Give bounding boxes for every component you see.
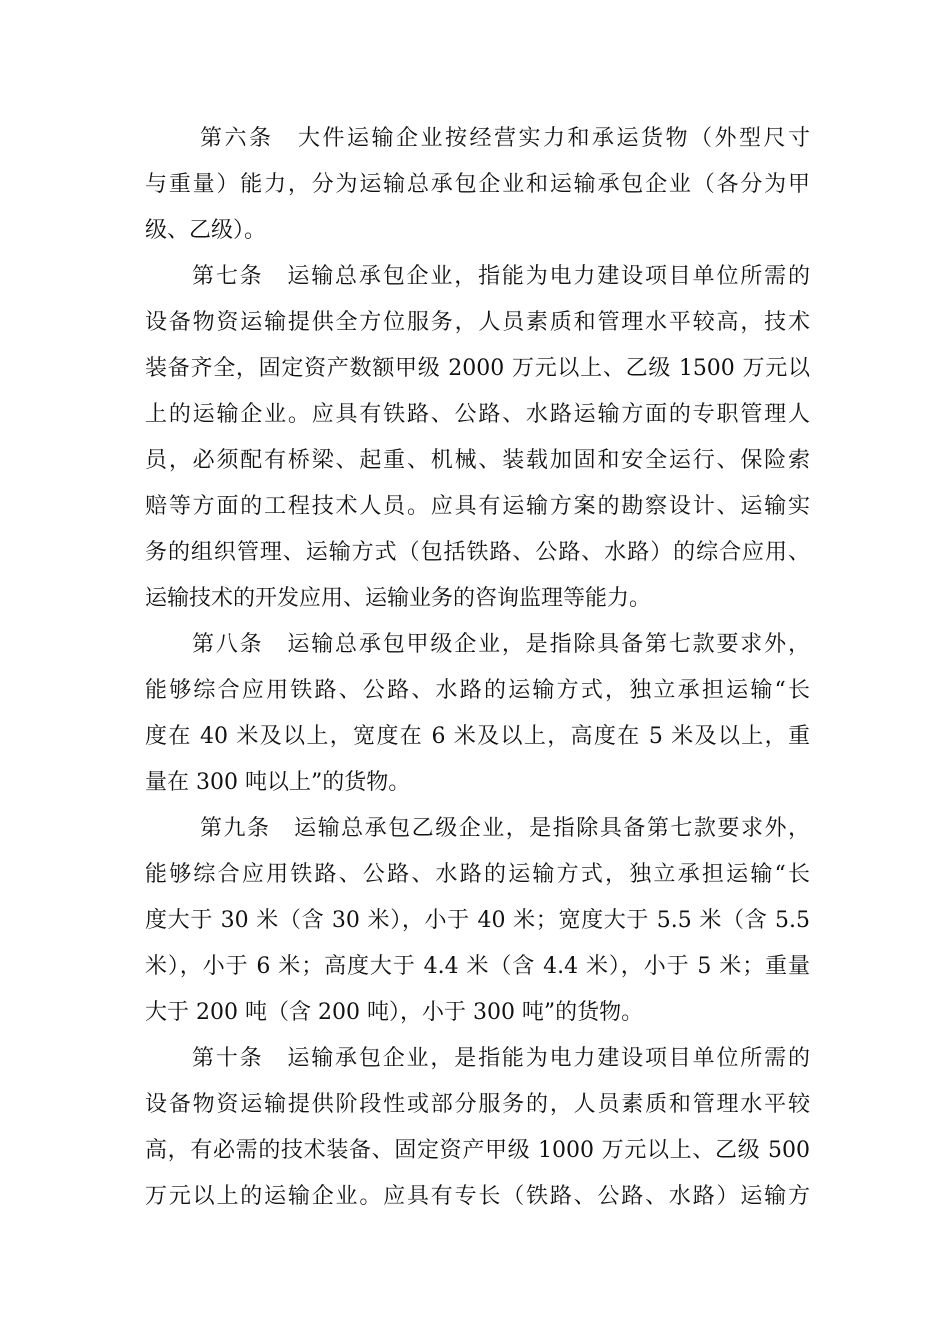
article-7-line-1: 第七条 运输总承包企业，指能为电力建设项目单位所需的 [192,264,810,289]
article-10-line-3: 高，有必需的技术装备、固定资产甲级 1000 万元以上、乙级 500 [145,1138,810,1163]
article-7-line-5: 员，必须配有桥梁、起重、机械、装载加固和安全运行、保险索 [145,448,810,473]
article-10-line-4: 万元以上的运输企业。应具有专长（铁路、公路、水路）运输方 [145,1184,810,1209]
article-6-line-2: 与重量）能力，分为运输总承包企业和运输承包企业（各分为甲 [145,172,810,197]
article-9-line-4: 米），小于 6 米；高度大于 4.4 米（含 4.4 米），小于 5 米；重量 [145,954,810,979]
article-9-line-5: 大于 200 吨（含 200 吨），小于 300 吨”的货物。 [145,1000,644,1025]
article-7-line-3: 装备齐全，固定资产数额甲级 2000 万元以上、乙级 1500 万元以 [145,356,810,381]
article-9-line-1: 第九条 运输总承包乙级企业，是指除具备第七款要求外， [200,816,810,841]
article-8-line-2: 能够综合应用铁路、公路、水路的运输方式，独立承担运输“长 [145,678,810,703]
article-8-line-3: 度在 40 米及以上，宽度在 6 米及以上，高度在 5 米及以上，重 [145,724,810,749]
article-10-line-2: 设备物资运输提供阶段性或部分服务的，人员素质和管理水平较 [145,1092,810,1117]
article-7-line-7: 务的组织管理、运输方式（包括铁路、公路、水路）的综合应用、 [145,540,810,565]
article-7-line-6: 赔等方面的工程技术人员。应具有运输方案的勘察设计、运输实 [145,494,810,519]
article-6-line-1: 第六条 大件运输企业按经营实力和承运货物（外型尺寸 [200,126,810,151]
article-8-line-4: 量在 300 吨以上”的货物。 [145,770,411,795]
article-9-line-2: 能够综合应用铁路、公路、水路的运输方式，独立承担运输“长 [145,862,810,887]
article-7-line-4: 上的运输企业。应具有铁路、公路、水路运输方面的专职管理人 [145,402,810,427]
article-9-line-3: 度大于 30 米（含 30 米），小于 40 米；宽度大于 5.5 米（含 5.5 [145,908,810,933]
article-7-line-8: 运输技术的开发应用、运输业务的咨询监理等能力。 [145,586,652,611]
article-7-line-2: 设备物资运输提供全方位服务，人员素质和管理水平较高，技术 [145,310,810,335]
article-8-line-1: 第八条 运输总承包甲级企业，是指除具备第七款要求外， [192,632,810,657]
article-10-line-1: 第十条 运输承包企业，是指能为电力建设项目单位所需的 [192,1046,810,1071]
article-6-line-3: 级、乙级）。 [145,218,267,243]
